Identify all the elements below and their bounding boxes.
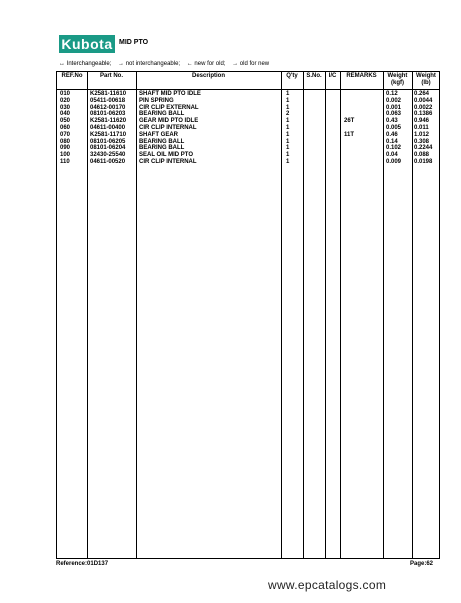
table-body bbox=[57, 91, 439, 166]
cell-part-no: 08101-06204 bbox=[90, 145, 126, 152]
page-title: MID PTO bbox=[119, 39, 149, 46]
cell-weight-lb: 0.0022 bbox=[414, 104, 433, 111]
cell-part-no: 05411-00618 bbox=[90, 97, 126, 104]
header-ic: I/C bbox=[328, 73, 337, 79]
cell-weight-lb: 0.308 bbox=[414, 138, 430, 145]
cell-ref: 010 bbox=[60, 91, 71, 97]
cell-description: SHAFT MID PTO IDLE bbox=[139, 91, 201, 97]
cell-weight-kgf: 0.005 bbox=[386, 124, 402, 131]
cell-description: BEARING BALL bbox=[139, 145, 185, 152]
header-ref: REF.No bbox=[61, 73, 83, 79]
cell-description: GEAR MID PTO IDLE bbox=[139, 118, 199, 125]
cell-qty: 1 bbox=[286, 97, 290, 104]
cell-qty: 2 bbox=[286, 111, 290, 118]
cell-ref: 050 bbox=[60, 118, 71, 125]
header-weight-lb: Weight (lb) bbox=[416, 73, 436, 86]
cell-weight-lb: 0.088 bbox=[414, 152, 430, 159]
header-part-no: Part No. bbox=[99, 73, 123, 79]
cell-ref: 090 bbox=[60, 145, 71, 152]
cell-ref: 080 bbox=[60, 138, 71, 145]
legend-item: ← new for old; bbox=[186, 61, 226, 67]
watermark-link[interactable]: www.epcatalogs.com bbox=[268, 578, 387, 592]
table-row bbox=[57, 91, 439, 98]
cell-description: CIR CLIP INTERNAL bbox=[139, 124, 197, 131]
cell-description: SEAL OIL MID PTO bbox=[139, 152, 194, 159]
cell-qty: 1 bbox=[286, 124, 290, 131]
table-row bbox=[57, 145, 439, 152]
cell-description: CIR CLIP EXTERNAL bbox=[139, 104, 199, 111]
table-row bbox=[57, 132, 439, 139]
cell-remarks: 26T bbox=[344, 118, 355, 125]
table-row bbox=[57, 159, 439, 166]
cell-qty: 1 bbox=[286, 131, 290, 138]
cell-part-no: 32430-25540 bbox=[90, 152, 126, 159]
cell-weight-lb: 0.0044 bbox=[414, 97, 433, 104]
cell-part-no: K2581-11620 bbox=[90, 118, 127, 125]
cell-weight-lb: 0.1386 bbox=[414, 111, 433, 118]
cell-qty: 1 bbox=[286, 104, 290, 111]
header-qty: Q'ty bbox=[286, 73, 298, 79]
cell-qty: 1 bbox=[286, 91, 290, 97]
cell-weight-kgf: 0.063 bbox=[386, 111, 402, 118]
cell-ref: 020 bbox=[60, 97, 71, 104]
cell-weight-lb: 0.2244 bbox=[414, 145, 433, 152]
parts-table bbox=[56, 71, 440, 559]
table-row bbox=[57, 98, 439, 105]
reference-label: Reference:01D137 bbox=[56, 561, 109, 567]
cell-weight-kgf: 0.46 bbox=[386, 131, 398, 138]
header-remarks: REMARKS bbox=[346, 73, 377, 79]
cell-part-no: 04612-00170 bbox=[90, 104, 126, 111]
cell-weight-lb: 0.264 bbox=[414, 91, 430, 97]
table-row bbox=[57, 118, 439, 125]
cell-ref: 060 bbox=[60, 124, 71, 131]
cell-part-no: 08101-06205 bbox=[90, 138, 126, 145]
table-row bbox=[57, 152, 439, 159]
legend-item: → not interchangeable; bbox=[118, 61, 181, 67]
cell-ref: 100 bbox=[60, 152, 71, 159]
cell-description: BEARING BALL bbox=[139, 138, 185, 145]
header-weight-kgf: Weight (kgf) bbox=[387, 73, 408, 86]
cell-qty: 1 bbox=[286, 152, 290, 159]
table-row bbox=[57, 125, 439, 132]
cell-weight-kgf: 0.002 bbox=[386, 97, 402, 104]
cell-weight-lb: 0.011 bbox=[414, 124, 429, 131]
header-divider bbox=[57, 89, 439, 90]
cell-weight-kgf: 0.102 bbox=[386, 145, 402, 152]
cell-weight-lb: 1.012 bbox=[414, 131, 430, 138]
cell-part-no: K2581-11610 bbox=[90, 91, 127, 97]
table-row bbox=[57, 111, 439, 118]
interchange-legend bbox=[59, 61, 274, 67]
cell-weight-kgf: 0.43 bbox=[386, 118, 398, 125]
header-serial-no: S.No. bbox=[306, 73, 322, 79]
cell-weight-lb: 0.946 bbox=[414, 118, 430, 125]
cell-part-no: 08101-06203 bbox=[90, 111, 126, 118]
cell-qty: 1 bbox=[286, 118, 290, 125]
cell-description: BEARING BALL bbox=[139, 111, 185, 118]
legend-item: → old for new bbox=[232, 61, 270, 67]
cell-part-no: K2581-11710 bbox=[90, 131, 127, 138]
cell-weight-kgf: 0.14 bbox=[386, 138, 398, 145]
cell-part-no: 04611-00400 bbox=[90, 124, 126, 131]
cell-part-no: 04611-00520 bbox=[90, 158, 126, 165]
cell-description: PIN SPRING bbox=[139, 97, 174, 104]
cell-description: CIR CLIP INTERNAL bbox=[139, 158, 197, 165]
kubota-logo: Kubota bbox=[59, 35, 115, 53]
cell-weight-kgf: 0.12 bbox=[386, 91, 398, 97]
page-number: Page:62 bbox=[410, 561, 434, 567]
cell-ref: 110 bbox=[60, 158, 70, 165]
legend-item: ↔ Interchangeable; bbox=[59, 61, 112, 67]
table-row bbox=[57, 139, 439, 146]
cell-weight-kgf: 0.009 bbox=[386, 158, 402, 165]
cell-ref: 040 bbox=[60, 111, 71, 118]
cell-weight-lb: 0.0198 bbox=[414, 158, 433, 165]
cell-weight-kgf: 0.001 bbox=[386, 104, 402, 111]
cell-remarks: 11T bbox=[344, 131, 355, 138]
cell-description: SHAFT GEAR bbox=[139, 131, 178, 138]
cell-qty: 1 bbox=[286, 158, 290, 165]
cell-ref: 070 bbox=[60, 131, 71, 138]
cell-qty: 1 bbox=[286, 145, 290, 152]
cell-qty: 1 bbox=[286, 138, 290, 145]
header-description: Description bbox=[191, 73, 225, 79]
cell-ref: 030 bbox=[60, 104, 71, 111]
cell-weight-kgf: 0.04 bbox=[386, 152, 398, 159]
table-row bbox=[57, 105, 439, 112]
